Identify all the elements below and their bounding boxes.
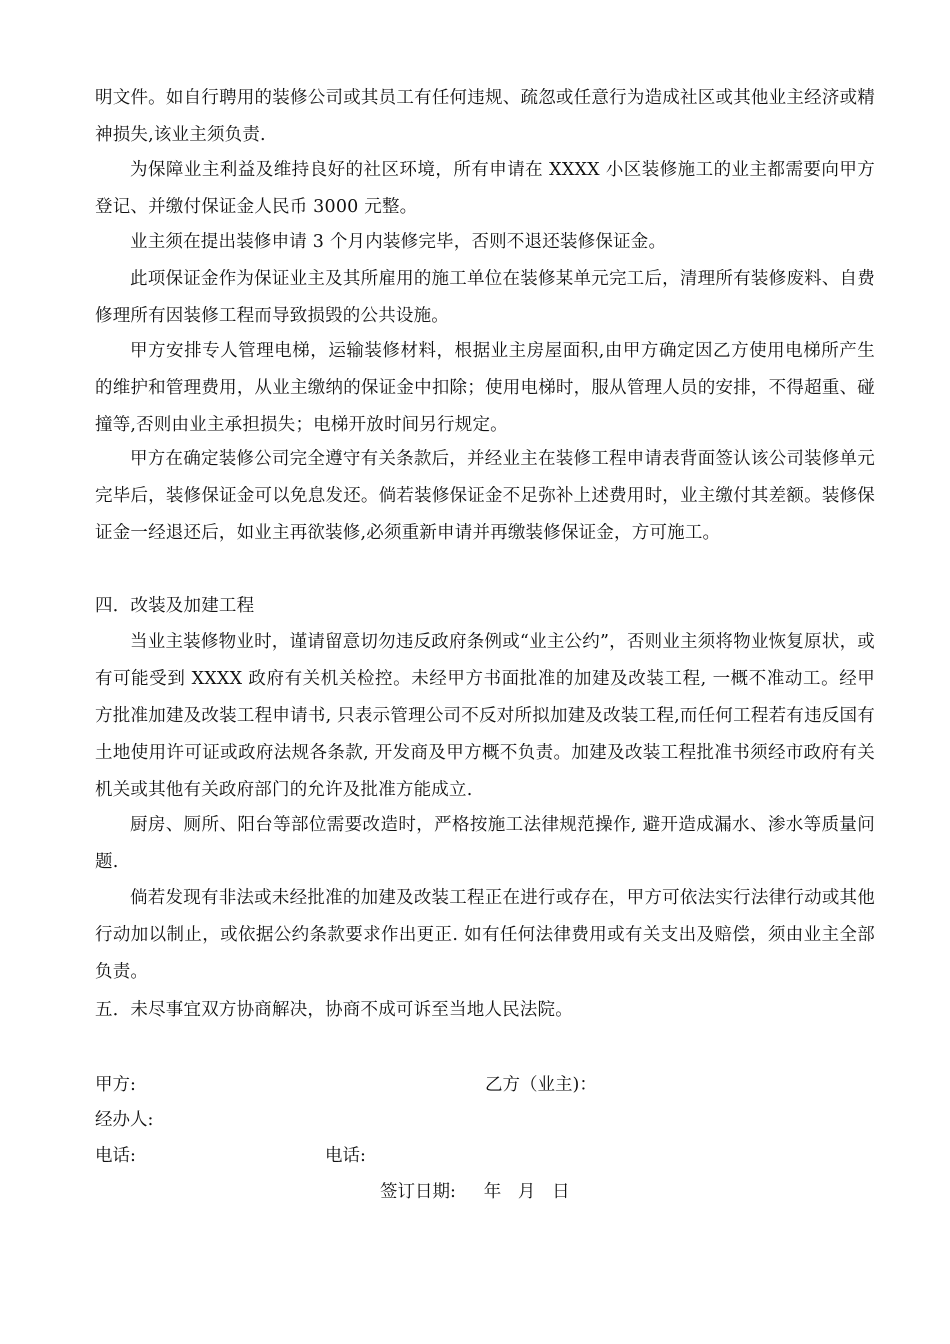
paragraph-deposit-purpose: 此项保证金作为保证业主及其所雇用的施工单位在装修某单元完工后，清理所有装修废料、自费修理所有因装修工程而导致损毁的公共设施。 <box>95 269 875 326</box>
section-heading-disputes: 五．未尽事宜双方协商解决，协商不成可诉至当地人民法院。 <box>95 1000 573 1020</box>
party-a-label: 甲方: <box>95 1075 136 1095</box>
handler-label: 经办人: <box>95 1110 154 1130</box>
paragraph-deadline: 业主须在提出装修申请 3 个月内装修完毕，否则不退还装修保证金。 <box>130 232 667 252</box>
paragraph-kitchen: 厨房、厕所、阳台等部位需要改造时，严格按施工法律规范操作, 避开造成漏水、渗水等质量问题. <box>95 815 875 872</box>
phone-a-label: 电话: <box>95 1146 136 1166</box>
paragraph-deposit: 为保障业主利益及维持良好的社区环境，所有申请在 XXXX 小区装修施工的业主都需要向甲方登记、并缴付保证金人民币 3000 元整。 <box>95 160 875 217</box>
paragraph-continuation: 明文件。如自行聘用的装修公司或其员工有任何违规、疏忽或任意行为造成社区或其他业主经济或精神损失,该业主须负责. <box>95 88 875 145</box>
party-b-label: 乙方（业主)： <box>485 1075 597 1095</box>
paragraph-refund: 甲方在确定装修公司完全遵守有关条款后，并经业主在装修工程申请表背面签认该公司装修单元完毕后，装修保证金可以免息发还。倘若装修保证金不足弥补上述费用时，业主缴付其差额。装修保证金一经退还后，如业主再欲装修,必须重新申请并再缴装修保证金，方可施工。 <box>95 449 875 543</box>
paragraph-elevator: 甲方安排专人管理电梯，运输装修材料，根据业主房屋面积,由甲方确定因乙方使用电梯所产生的维护和管理费用，从业主缴纳的保证金中扣除；使用电梯时，服从管理人员的安排，不得超重、碰撞等,否则由业主承担损失；电梯开放时间另行规定。 <box>95 341 875 435</box>
section-heading-alterations: 四．改装及加建工程 <box>95 596 255 616</box>
phone-b-label: 电话: <box>325 1146 366 1166</box>
paragraph-illegal-work: 倘若发现有非法或未经批准的加建及改装工程正在进行或存在，甲方可依法实行法律行动或其他行动加以制止，或依据公约条款要求作出更正. 如有任何法律费用或有关支出及赔偿，须由业主全部负责。 <box>95 888 875 982</box>
paragraph-alterations: 当业主装修物业时，谨请留意切勿违反政府条例或“业主公约”，否则业主须将物业恢复原状，或有可能受到 XXXX 政府有关机关检控。未经甲方书面批准的加建及改装工程, 一概不准动工。经甲方批准加建及改装工程申请书, 只表示管理公司不反对所拟加建及改装工程,而任何工程若有违反国有土地使用许可证或政府法规各条款, 开发商及甲方概不负责。加建及改装工程批准书须经市政府有关机关或其他有关政府部门的允许及批准方能成立. <box>95 632 875 800</box>
sign-date-label: 签订日期: 年 月 日 <box>380 1182 570 1202</box>
